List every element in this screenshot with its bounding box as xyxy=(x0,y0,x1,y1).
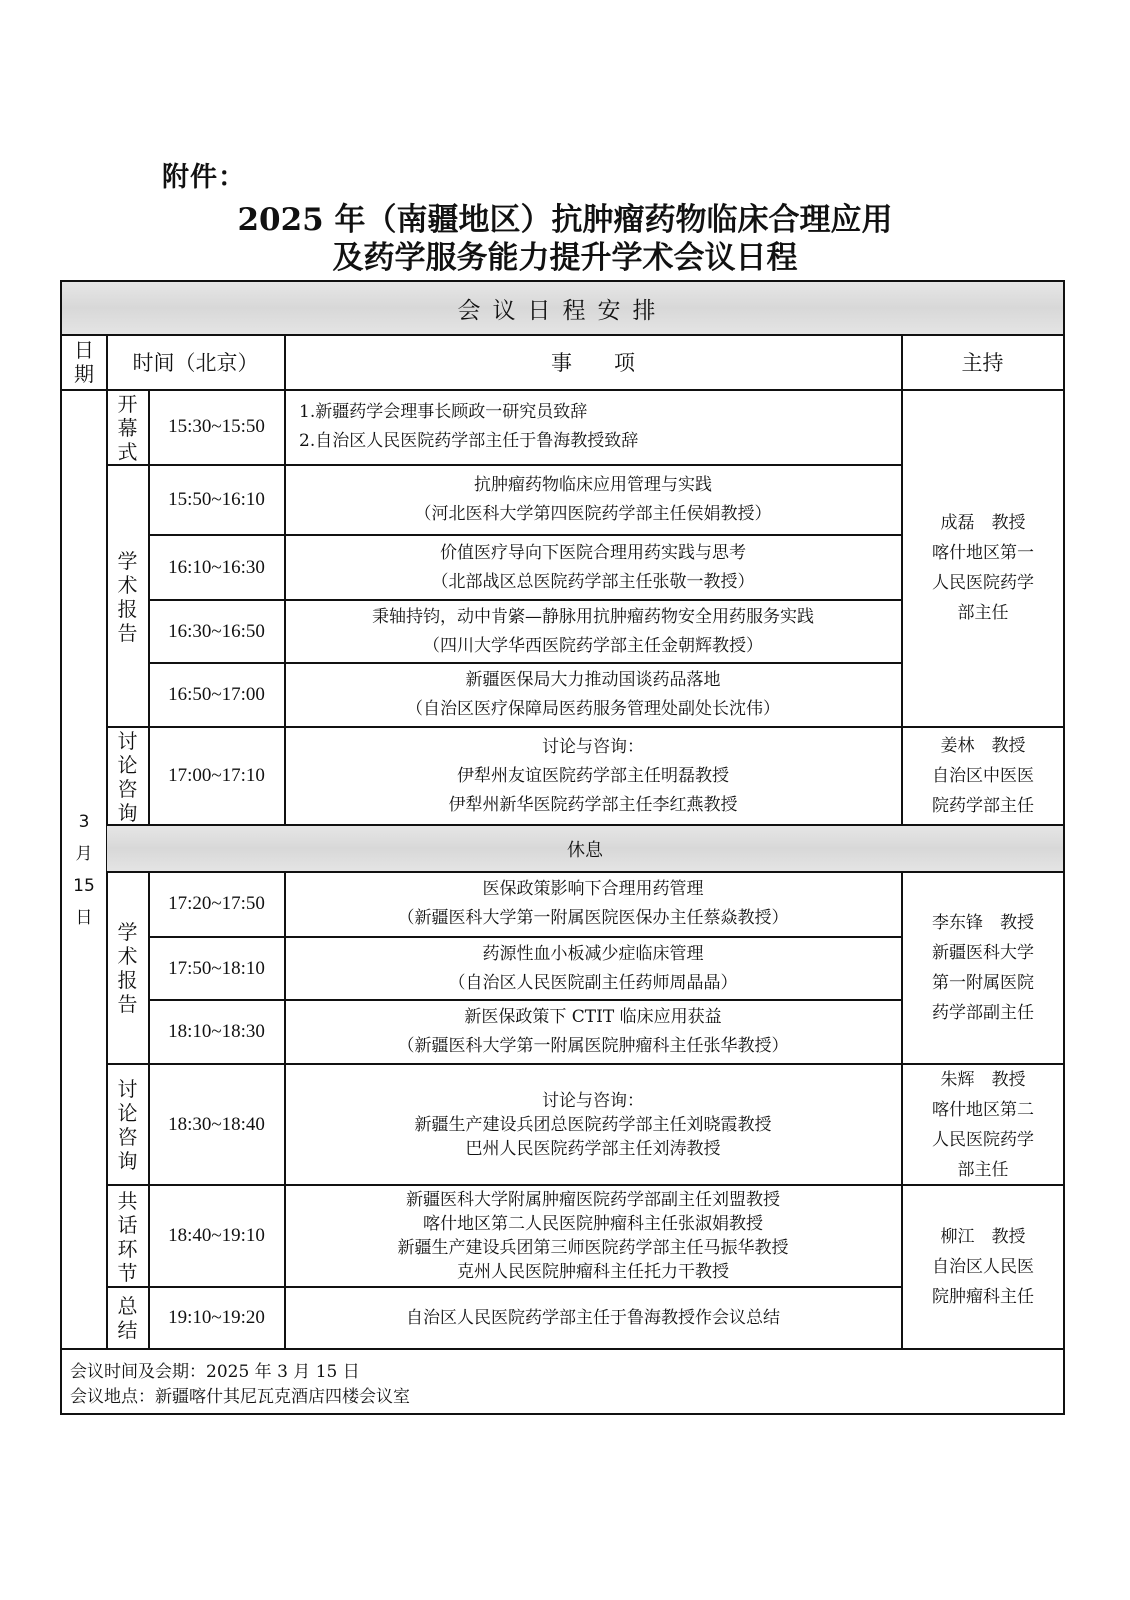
item-cell xyxy=(285,1065,901,1184)
host-affiliation: 部主任 xyxy=(957,1159,1009,1180)
date-month-char: 月 xyxy=(75,843,93,864)
host-name: 李东锋 教授 xyxy=(932,912,1034,933)
item-speaker: （河北医科大学第四医院药学部主任侯娟教授） xyxy=(414,504,772,524)
schedule-table xyxy=(60,280,1065,1415)
host-name: 姜林 教授 xyxy=(940,736,1026,756)
footer-venue: 会议地点：新疆喀什其尼瓦克酒店四楼会议室 xyxy=(70,1387,410,1407)
item-title: 秉轴持钧，动中肯綮—静脉用抗肿瘤药物安全用药服务实践 xyxy=(372,606,814,627)
time-cell: 18:40~19:10 xyxy=(168,1225,265,1246)
category-opening: 开幕式 xyxy=(117,391,138,464)
item-line: 2.自治区人民医院药学部主任于鲁海教授致辞 xyxy=(299,431,639,451)
attachment-label: 附件： xyxy=(162,162,246,193)
host-affiliation: 新疆医科大学 xyxy=(932,942,1034,963)
item-title: 药源性血小板减少症临床管理 xyxy=(482,943,704,964)
host-affiliation: 自治区人民医 xyxy=(932,1257,1034,1277)
header-time: 时间（北京） xyxy=(132,351,259,375)
item-speaker: （四川大学华西医院药学部主任金朝辉教授） xyxy=(423,635,763,656)
time-cell: 17:20~17:50 xyxy=(168,893,265,914)
item-speaker: （自治区人民医院副主任药师周晶晶） xyxy=(448,972,738,993)
item-speaker: 巴州人民医院药学部主任刘涛教授 xyxy=(465,1138,721,1159)
time-cell: 16:30~16:50 xyxy=(168,620,265,642)
category-summary: 总结 xyxy=(117,1294,138,1342)
item-cell xyxy=(285,1288,901,1348)
item-speaker: 克州人民医院肿瘤科主任托力干教授 xyxy=(457,1262,729,1282)
item-cell xyxy=(285,664,901,726)
host-affiliation: 自治区中医医 xyxy=(932,766,1034,786)
item-cell xyxy=(285,466,901,534)
header-date: 日期 xyxy=(74,338,94,386)
item-cell xyxy=(285,536,901,599)
host-cell xyxy=(903,872,1063,1063)
item-speaker: 喀什地区第二人民医院肿瘤科主任张淑娟教授 xyxy=(423,1214,763,1234)
item-title: 新疆医保局大力推动国谈药品落地 xyxy=(465,670,721,690)
item-title: 新医保政策下 CTIT 临床应用获益 xyxy=(464,1007,722,1027)
time-cell: 15:30~15:50 xyxy=(168,416,265,437)
item-title: 抗肿瘤药物临床应用管理与实践 xyxy=(474,475,712,495)
category-discussion-1: 讨论咨询 xyxy=(117,728,138,825)
item-line: 1.新疆药学会理事长顾政一研究员致辞 xyxy=(299,402,588,422)
table-banner: 会议日程安排 xyxy=(62,282,1063,334)
item-cell xyxy=(285,390,901,464)
host-affiliation: 院药学部主任 xyxy=(932,796,1034,816)
item-speaker: （新疆医科大学第一附属医院肿瘤科主任张华教授） xyxy=(397,1036,789,1056)
divider xyxy=(62,1348,1063,1350)
item-speaker: （北部战区总医院药学部主任张敬一教授） xyxy=(431,571,755,592)
break-row: 休息 xyxy=(107,826,1063,871)
document-title-line-1: 2025 年（南疆地区）抗肿瘤药物临床合理应用 xyxy=(237,202,893,238)
host-name: 朱辉 教授 xyxy=(940,1069,1026,1090)
item-cell xyxy=(285,1001,901,1063)
date-month-number: 3 xyxy=(78,811,90,832)
time-cell: 18:30~18:40 xyxy=(168,1113,265,1135)
date-day-number: 15 xyxy=(73,875,95,896)
item-title: 讨论与咨询： xyxy=(542,1090,644,1111)
item-cell xyxy=(285,601,901,662)
item-title: 医保政策影响下合理用药管理 xyxy=(482,879,704,899)
category-panel: 共话环节 xyxy=(117,1188,138,1285)
host-affiliation: 人民医院药学 xyxy=(932,1129,1034,1150)
item-cell xyxy=(285,728,901,824)
category-discussion-2: 讨论咨询 xyxy=(117,1077,138,1173)
divider xyxy=(284,335,286,389)
time-cell: 15:50~16:10 xyxy=(168,489,265,510)
host-affiliation: 第一附属医院 xyxy=(932,972,1034,993)
item-speaker: 伊犁州友谊医院药学部主任明磊教授 xyxy=(457,765,729,786)
host-cell xyxy=(903,1065,1063,1184)
item-speaker: 新疆生产建设兵团第三师医院药学部主任马振华教授 xyxy=(397,1238,789,1258)
date-day-char: 日 xyxy=(75,907,93,928)
time-cell: 17:00~17:10 xyxy=(168,765,265,786)
item-speaker: 新疆医科大学附属肿瘤医院药学部副主任刘盟教授 xyxy=(406,1190,780,1210)
host-name: 成磊 教授 xyxy=(940,513,1026,533)
host-cell xyxy=(903,728,1063,824)
host-affiliation: 药学部副主任 xyxy=(932,1002,1034,1023)
time-cell: 17:50~18:10 xyxy=(168,957,265,979)
item-speaker: 伊犁州新华医院药学部主任李红燕教授 xyxy=(448,794,738,815)
header-host: 主持 xyxy=(961,351,1004,375)
host-name: 柳江 教授 xyxy=(940,1227,1026,1247)
item-cell xyxy=(285,1186,901,1286)
time-cell: 18:10~18:30 xyxy=(168,1021,265,1042)
item-cell xyxy=(285,938,901,999)
time-cell: 16:50~17:00 xyxy=(168,684,265,705)
host-affiliation: 部主任 xyxy=(957,603,1009,623)
host-cell xyxy=(903,390,1063,726)
item-title: 价值医疗导向下医院合理用药实践与思考 xyxy=(440,542,746,563)
time-cell: 16:10~16:30 xyxy=(168,556,265,578)
item-title: 讨论与咨询： xyxy=(542,736,644,757)
host-affiliation: 喀什地区第一 xyxy=(932,543,1034,563)
item-cell xyxy=(285,872,901,936)
item-speaker: 新疆生产建设兵团总医院药学部主任刘晓霞教授 xyxy=(414,1114,772,1135)
date-cell xyxy=(62,391,106,1348)
item-title: 自治区人民医院药学部主任于鲁海教授作会议总结 xyxy=(406,1307,780,1328)
header-item: 事 项 xyxy=(551,351,635,375)
document-title-line-2: 及药学服务能力提升学术会议日程 xyxy=(332,240,798,276)
host-affiliation: 人民医院药学 xyxy=(932,573,1034,593)
host-cell xyxy=(903,1186,1063,1348)
host-affiliation: 喀什地区第二 xyxy=(932,1099,1034,1120)
item-speaker: （自治区医疗保障局医药服务管理处副处长沈伟） xyxy=(406,699,780,719)
footer-date: 会议时间及会期：2025 年 3 月 15 日 xyxy=(70,1362,360,1382)
time-cell: 19:10~19:20 xyxy=(168,1307,265,1328)
category-academic-report-1: 学术报告 xyxy=(117,548,138,645)
category-academic-report-2: 学术报告 xyxy=(117,920,138,1016)
host-affiliation: 院肿瘤科主任 xyxy=(932,1287,1034,1307)
item-speaker: （新疆医科大学第一附属医院医保办主任蔡焱教授） xyxy=(397,908,789,928)
